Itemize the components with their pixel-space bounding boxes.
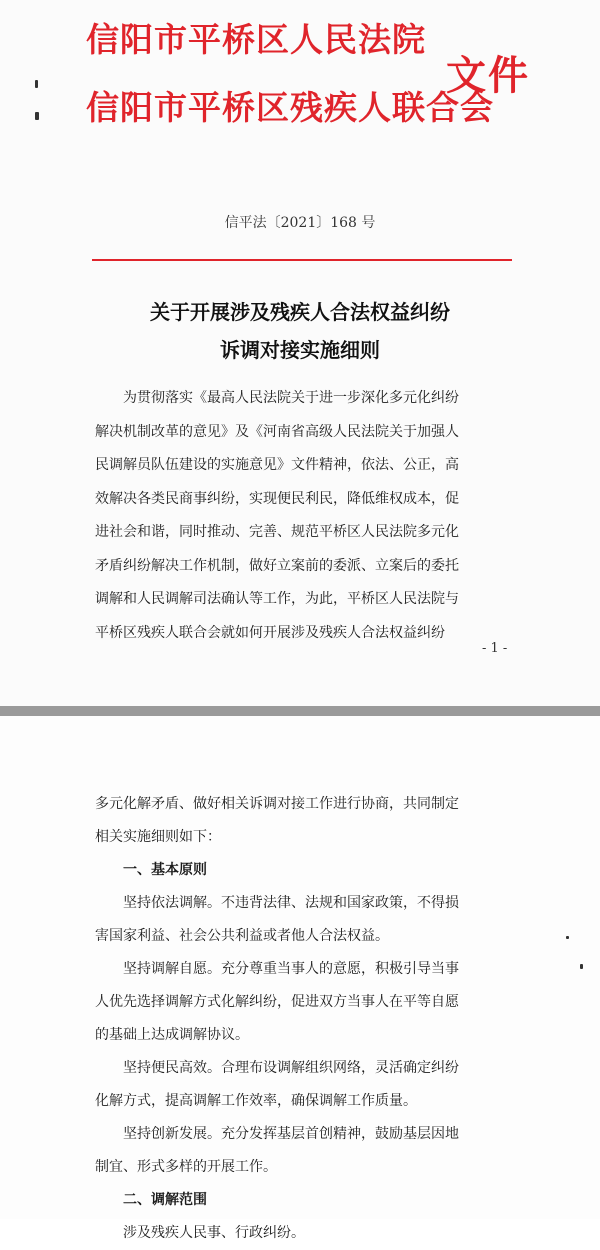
scan-speck [566, 936, 569, 939]
principle-text: 不违背法律、法规和国家政策，不得损 [221, 895, 459, 911]
scan-speck [35, 112, 39, 120]
text-line: 调解和人民调解司法确认等工作，为此，平桥区人民法院与 [95, 591, 459, 607]
page-divider [0, 706, 600, 716]
principle-lead: 坚持调解自愿。 [123, 961, 221, 977]
principle-line [95, 1052, 535, 1085]
document-number: 信平法〔2021〕168 号 [224, 215, 376, 231]
text-line: 化解方式，提高调解工作效率，确保调解工作质量。 [95, 1093, 417, 1109]
text-line: 多元化解矛盾、做好相关诉调对接工作进行协商，共同制定 [95, 796, 459, 812]
text-line: 的基础上达成调解协议。 [95, 1027, 249, 1043]
text-line: 矛盾纠纷解决工作机制，做好立案前的委派、立案后的委托 [95, 557, 459, 574]
preamble-paragraph [95, 382, 515, 650]
principle-text: 合理布设调解组织网络，灵活确定纠纷 [221, 1060, 459, 1076]
document-title-line1: 关于开展涉及残疾人合法权益纠纷 [150, 300, 450, 324]
scan-speck [580, 964, 583, 969]
text-line: 害国家利益、社会公共利益或者他人合法权益。 [95, 928, 389, 944]
principle-line [95, 953, 535, 986]
scan-speck [35, 80, 38, 88]
text-line: 民调解员队伍建设的实施意见》文件精神，依法、公正，高 [95, 457, 459, 473]
document-title-line2: 诉调对接实施细则 [220, 338, 380, 362]
principle-text: 充分尊重当事人的意愿，积极引导当事 [221, 961, 459, 977]
text-line: 人优先选择调解方式化解纠纷，促进双方当事人在平等自愿 [95, 994, 459, 1010]
text-line: 相关实施细则如下： [95, 829, 221, 845]
principle-line [95, 1118, 535, 1151]
principle-lead: 坚持便民高效。 [123, 1060, 221, 1076]
page-number: - 1 - [482, 641, 508, 656]
file-label: 文件 [446, 53, 530, 99]
issuer-court: 信阳市平桥区人民法院 [86, 20, 426, 59]
text-line: 制宜、形式多样的开展工作。 [95, 1159, 277, 1175]
principle-lead: 坚持依法调解。 [123, 895, 221, 911]
principle-line [95, 887, 535, 920]
body-text [95, 788, 535, 1250]
red-separator-rule [92, 259, 512, 261]
principle-text: 充分发挥基层首创精神，鼓励基层因地 [221, 1126, 459, 1142]
text-line: 效解决各类民商事纠纷，实现便民利民，降低维权成本，促 [95, 490, 459, 507]
text-line: 平桥区残疾人联合会就如何开展涉及残疾人合法权益纠纷 [95, 624, 445, 641]
section-heading-principles: 一、基本原则 [123, 862, 207, 878]
text-line: 为贯彻落实《最高人民法院关于进一步深化多元化纠纷 [123, 390, 459, 406]
issuer-disabled-federation: 信阳市平桥区残疾人联合会 [86, 88, 494, 127]
text-line: 进社会和谐，同时推动、完善、规范平桥区人民法院多元化 [95, 524, 459, 540]
section-heading-scope: 二、调解范围 [123, 1192, 207, 1208]
text-line: 解决机制改革的意见》及《河南省高级人民法院关于加强人 [95, 423, 459, 440]
principle-lead: 坚持创新发展。 [123, 1126, 221, 1142]
text-line: 涉及残疾人民事、行政纠纷。 [123, 1225, 305, 1241]
document-page-2 [0, 716, 600, 1241]
